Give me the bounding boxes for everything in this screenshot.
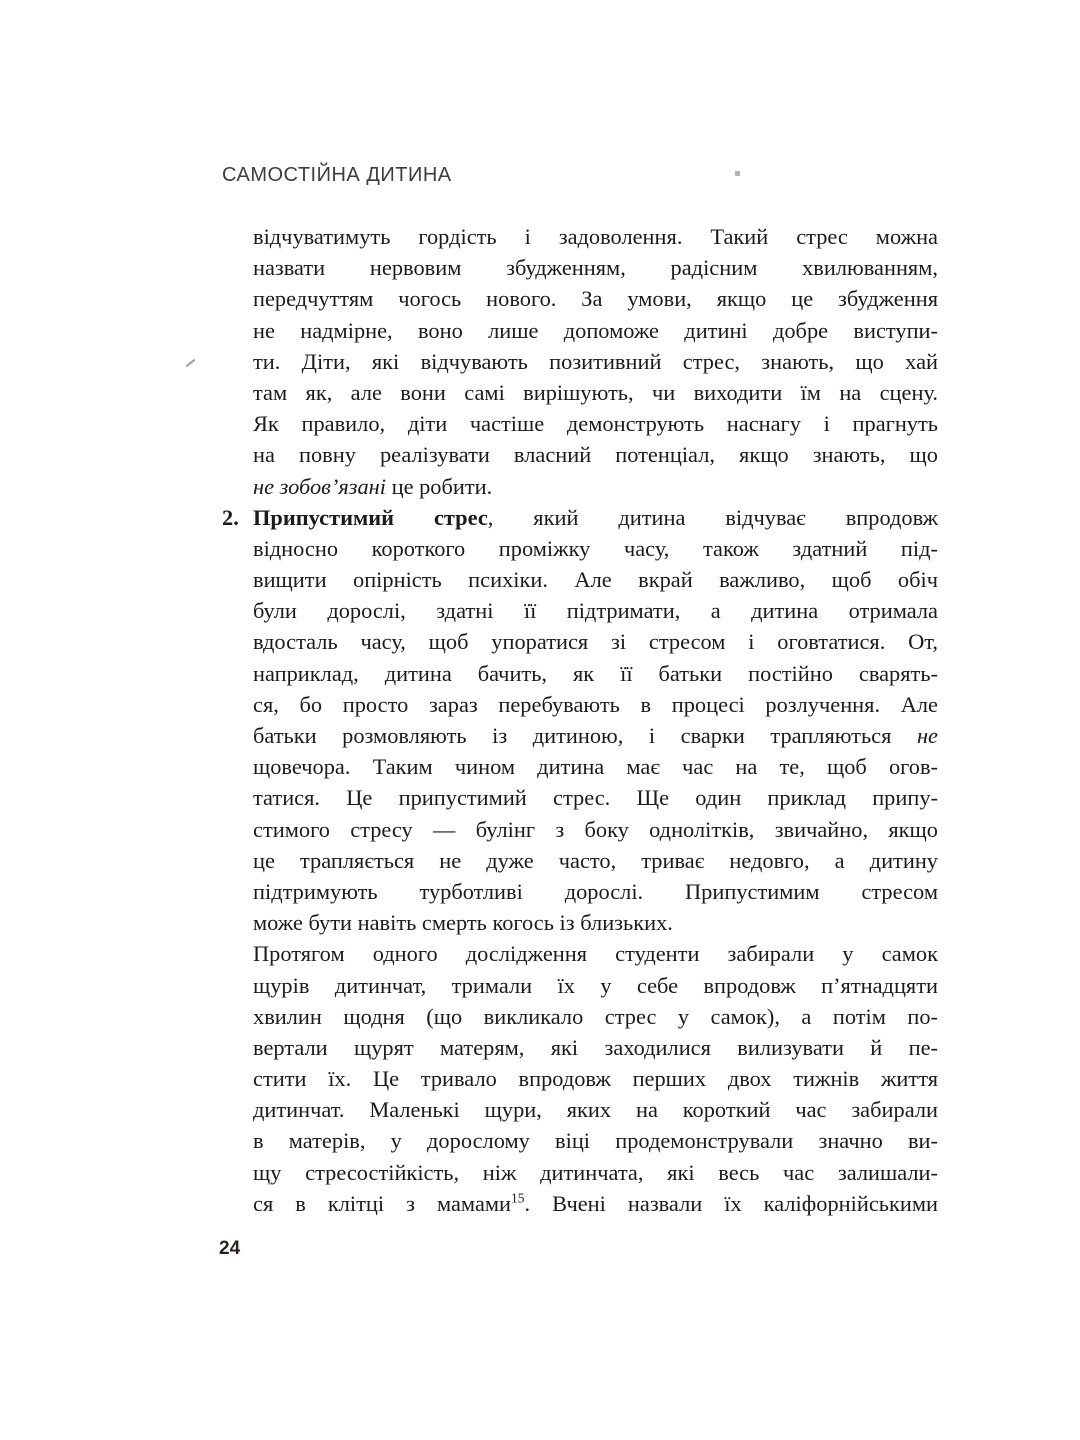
text-line: [253, 1032, 938, 1063]
text-run: підтримують турботливі дорослі. Припустимим стресом: [253, 878, 938, 904]
text-line: [253, 814, 938, 845]
text-run: відносно короткого проміжку часу, також здатний під-: [253, 535, 938, 561]
text-run: ти. Діти, які відчувають позитивний стрес, знають, що хай: [253, 348, 938, 374]
text-run: передчуттям чогось нового. За умови, якщо це збудження: [253, 286, 938, 312]
text-run: не надмірне, воно лише допоможе дитині добре виступи-: [253, 317, 938, 343]
list-number: 2.: [222, 504, 239, 530]
text-line: [253, 938, 938, 969]
text-run: були дорослі, здатні її підтримати, а дитина отримала: [253, 598, 938, 624]
text-line: [253, 315, 938, 346]
text-line: [253, 1063, 938, 1094]
text-line: [253, 533, 938, 564]
text-run: щурів дитинчат, тримали їх у себе впродовж п’ятнадцяти: [253, 972, 938, 998]
text-line: [253, 1157, 938, 1188]
text-line: [253, 595, 938, 626]
text-line: [253, 283, 938, 314]
text-run: вищити опірність психіки. Але вкрай важливо, щоб обіч: [253, 567, 938, 593]
page-number: 24: [219, 1238, 241, 1259]
text-line: [253, 1125, 938, 1156]
footnote-reference: 15: [511, 1190, 525, 1206]
text-run: стити їх. Це тривало впродовж перших двох тижнів життя: [253, 1066, 938, 1092]
paragraph: [222, 938, 938, 1219]
scan-artifact-dot: [735, 171, 740, 176]
text-run: не: [916, 723, 938, 748]
text-run: татися. Це припустимий стрес. Ще один приклад припу-: [253, 785, 938, 811]
text-run: не зобов’язані: [253, 473, 386, 499]
text-run: в матерів, у дорослому віці продемонстрували значно ви-: [253, 1128, 938, 1154]
text-run: може бути навіть смерть когось із близьких.: [253, 910, 673, 936]
text-run: батьки розмовляють із дитиною, і сварки трапляються: [253, 723, 917, 748]
text-run: щовечора. Таким чином дитина має час на те, щоб огов-: [253, 754, 938, 780]
text-run: вертали щурят матерям, які заходилися вилизувати й пе-: [253, 1034, 938, 1060]
text-line: [253, 252, 938, 283]
text-line: [253, 1188, 938, 1219]
text-line: [253, 1001, 938, 1032]
text-run: , який дитина відчуває впродовж: [487, 504, 938, 530]
text-line: [253, 782, 938, 813]
text-line: [253, 907, 938, 938]
text-line: [253, 689, 938, 720]
text-line: [253, 626, 938, 657]
text-run: хвилин щодня (що викликало стрес у самок), а потім по-: [253, 1003, 938, 1029]
text-line: [253, 408, 938, 439]
numbered-paragraph: [222, 502, 938, 939]
text-line: [253, 970, 938, 1001]
text-line: [253, 439, 938, 470]
text-line: [253, 1094, 938, 1125]
text-run: стимого стресу — булінг з боку однолітків, звичайно, якщо: [253, 816, 938, 842]
text-line: [253, 221, 938, 252]
text-run: на повну реалізувати власний потенціал, якщо знають, що: [253, 442, 938, 468]
text-run: відчуватимуть гордість і задоволення. Такий стрес можна: [253, 224, 938, 249]
text-run: вдосталь часу, щоб упоратися зі стресом і оговтатися. От,: [253, 629, 938, 655]
text-run: Як правило, діти частіше демонструють наснагу і прагнуть: [253, 411, 938, 437]
text-line: [253, 751, 938, 782]
text-line: [253, 346, 938, 377]
text-run: . Вчені назвали їх каліфорнійськими: [524, 1190, 938, 1216]
text-line: [253, 720, 938, 751]
text-line: [253, 377, 938, 408]
text-run: дитинчат. Маленькі щури, яких на короткий час забирали: [253, 1097, 938, 1123]
text-run: наприклад, дитина бачить, як її батьки постійно сварять-: [253, 660, 938, 686]
text-run: назвати нервовим збудженням, радісним хвилюванням,: [253, 255, 938, 281]
text-line: [253, 502, 938, 533]
text-run: це робити.: [386, 473, 493, 499]
text-run: Припустимий стрес: [253, 504, 488, 530]
paragraph: [222, 221, 938, 502]
text-line: [253, 564, 938, 595]
text-line: [253, 876, 938, 907]
text-line: [253, 658, 938, 689]
body-text: [222, 221, 938, 1219]
text-run: це трапляється не дуже часто, триває недовго, а дитину: [253, 847, 938, 873]
running-head: САМОСТІЙНА ДИТИНА: [222, 164, 452, 186]
text-line: [253, 845, 938, 876]
text-run: щу стресостійкість, ніж дитинчата, які весь час залишали-: [253, 1159, 938, 1185]
text-run: там як, але вони самі вирішують, чи виходити їм на сцену.: [253, 379, 938, 405]
text-line: [253, 471, 938, 502]
text-run: ся в клітці з мамами: [253, 1190, 512, 1216]
text-run: Протягом одного дослідження студенти забирали у самок: [253, 941, 938, 967]
scan-artifact-mark: [186, 359, 196, 367]
text-run: ся, бо просто зараз перебувають в процесі розлучення. Але: [253, 691, 938, 717]
